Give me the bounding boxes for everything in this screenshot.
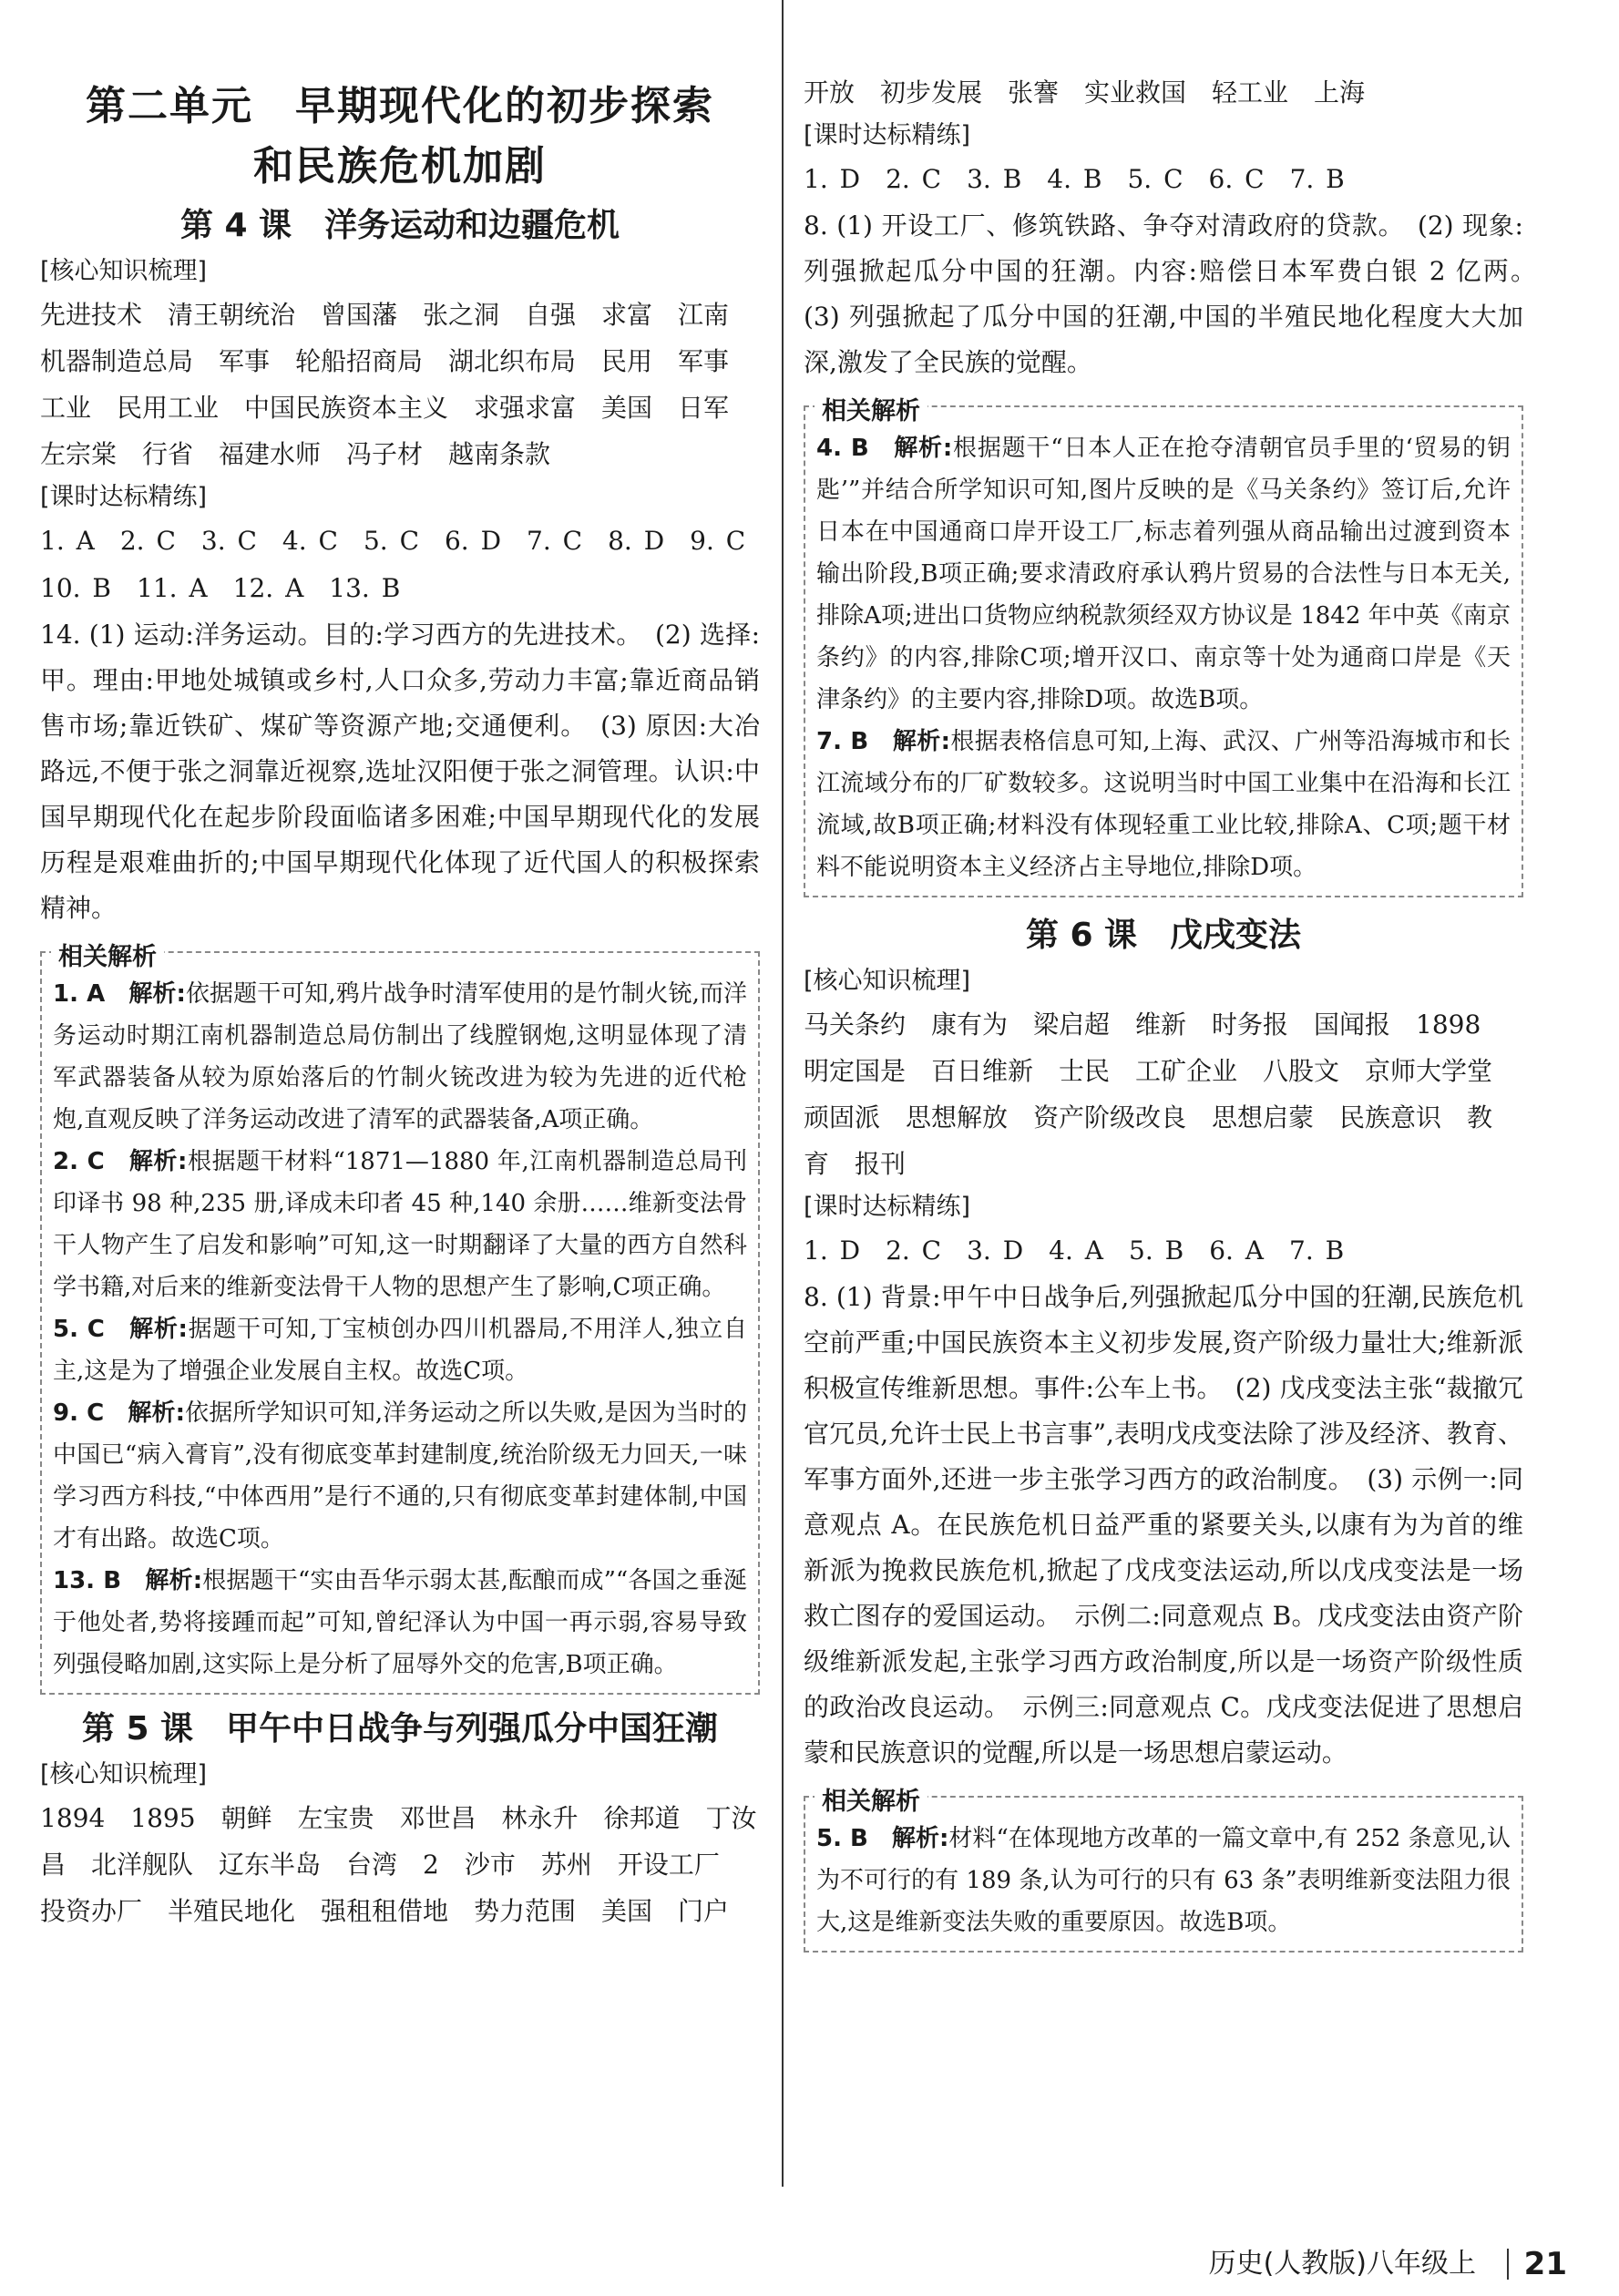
- footer-divider: [1507, 2249, 1509, 2280]
- page-number: 21: [1523, 2246, 1567, 2282]
- analysis-text: 依据题干可知,鸦片战争时清军使用的是竹制火铳,而洋务运动时期江南机器制造总局仿制出了线膛钢炮,这明显体现了清军武器装备从较为原始落后的竹制火铳改进为较为先进的近代枪炮,直观反映了洋务运动改进了清军的武器装备,A项正确。: [53, 980, 748, 1133]
- lesson4-practice-label: [课时达标精练]: [40, 483, 208, 511]
- lesson6-practice-label: [课时达标精练]: [804, 1193, 971, 1221]
- lesson4-core-line: 工业 民用工业 中国民族资本主义 求强求富 美国 日军: [40, 393, 730, 423]
- lesson6-answers-line: 1. D 2. C 3. D 4. A 5. B 6. A 7. B: [804, 1235, 1345, 1266]
- right-column: [804, 0, 1550, 1953]
- lesson6-analysis-label: 相关解析: [815, 1781, 927, 1817]
- analysis-head: 9. C 解析:: [53, 1399, 185, 1427]
- analysis-head: 7. B 解析:: [816, 728, 951, 755]
- analysis-text: 根据题干材料“1871—1880 年,江南机器制造总局刊印译书 98 种,235 册,译成未印者 45 种,140 余册……维新变法骨干人物产生了启发和影响”可知,这一时期翻译了大量的西方自然科学书籍,对后来的维新变法骨干人物的思想产生了影响,C项正确。: [53, 1148, 747, 1301]
- lesson4-core-line: 机器制造总局 军事 轮船招商局 湖北织布局 民用 军事: [40, 346, 730, 376]
- lesson4-answers-line: 1. A 2. C 3. C 4. C 5. C 6. D 7. C 8. D 9. C: [40, 526, 746, 556]
- lesson4-q14: 14. (1) 运动:洋务运动。目的:学习西方的先进技术。 (2) 选择:甲。理由:甲地处城镇或乡村,人口众多,劳动力丰富;靠近商品销售市场;靠近铁矿、煤矿等资源产地;交通便利。 (3) 原因:大冶路远,不便于张之洞靠近视察,选址汉阳便于张之洞管理。认识:中国早期现代化在起步阶段面临诸多困难;中国早期现代化的发展历程是艰难曲折的;中国早期现代化体现了近代国人的积极探索精神。: [40, 620, 760, 923]
- lesson4-core-label: [核心知识梳理]: [40, 257, 208, 285]
- analysis-text: 依据所学知识可知,洋务运动之所以失败,是因为当时的中国已“病入膏肓”,没有彻底变革封建制度,统治阶级无力回天,一味学习西方科技,“中体西用”是行不通的,只有彻底变革封建体制,中国才有出路。故选C项。: [53, 1399, 748, 1553]
- lesson5-title: 第 5 课 甲午中日战争与列强瓜分中国狂潮: [81, 1710, 719, 1748]
- column-divider: [782, 0, 784, 2187]
- analysis-item: [53, 1141, 747, 1308]
- lesson6-core-line: 明定国是 百日维新 士民 工矿企业 八股文 京师大学堂: [804, 1056, 1493, 1086]
- analysis-text: 材料“在体现地方改革的一篇文章中,有 252 条意见,认为不可行的有 189 条,认为可行的只有 63 条”表明维新变法阻力很大,这是维新变法失败的重要原因。故选B项。: [816, 1825, 1511, 1936]
- lesson4-core-line: 左宗棠 行省 福建水师 冯子材 越南条款: [40, 439, 551, 469]
- lesson5-answers-line: 1. D 2. C 3. B 4. B 5. C 6. C 7. B: [804, 164, 1345, 194]
- lesson5-analysis-label: 相关解析: [815, 391, 927, 426]
- analysis-text: 根据表格信息可知,上海、武汉、广州等沿海城市和长江流域分布的厂矿数较多。这说明当时中国工业集中在沿海和长江流域,故B项正确;材料没有体现轻重工业比较,排除A、C项;题干材料不能说明资本主义经济占主导地位,排除D项。: [816, 728, 1511, 881]
- lesson5-core-line: 开放 初步发展 张謇 实业救国 轻工业 上海: [804, 77, 1366, 108]
- lesson5-q8: 8. (1) 开设工厂、修筑铁路、争夺对清政府的贷款。 (2) 现象:列强掀起瓜分中国的狂潮。内容:赔偿日本军费白银 2 亿两。 (3) 列强掀起了瓜分中国的狂潮,中国的半殖民地化程度大大加深,激发了全民族的觉醒。: [804, 210, 1550, 377]
- lesson6-title: 第 6 课 戊戌变法: [1025, 917, 1302, 954]
- analysis-text: 根据题干“实由吾华示弱太甚,酝酿而成”“各国之垂涎于他处者,势将接踵而起”可知,曾纪泽认为中国一再示弱,容易导致列强侵略加剧,这实际上是分析了屈辱外交的危害,B项正确。: [53, 1567, 747, 1678]
- lesson5-practice-label: [课时达标精练]: [804, 121, 971, 149]
- lesson6-core-line: 顽固派 思想解放 资产阶级改良 思想启蒙 民族意识 教: [804, 1102, 1493, 1133]
- analysis-item: [53, 1392, 747, 1560]
- analysis-head: 1. A 解析:: [53, 980, 186, 1008]
- lesson6-core-line: 马关条约 康有为 梁启超 维新 时务报 国闻报 1898: [804, 1010, 1481, 1040]
- analysis-item: [816, 427, 1511, 721]
- lesson5-core-line: 1894 1895 朝鲜 左宝贵 邓世昌 林永升 徐邦道 丁汝: [40, 1803, 757, 1833]
- lesson5-analysis-box: [804, 397, 1523, 897]
- analysis-text: 据题干可知,丁宝桢创办四川机器局,不用洋人,独立自主,这是为了增强企业发展自主权。故选C项。: [53, 1316, 748, 1385]
- analysis-head: 5. B 解析:: [816, 1825, 949, 1852]
- analysis-item: [816, 721, 1511, 888]
- analysis-head: 13. B 解析:: [53, 1567, 203, 1594]
- lesson5-core-label: [核心知识梳理]: [40, 1760, 208, 1789]
- unit-title-line2: 和民族危机加剧: [253, 143, 547, 190]
- lesson5-core-line: 投资办厂 半殖民地化 强租租借地 势力范围 美国 门户: [40, 1896, 730, 1926]
- lesson4-analysis-box: [40, 943, 760, 1695]
- lesson4-title: 第 4 课 洋务运动和边疆危机: [179, 207, 620, 244]
- left-column: [40, 0, 760, 1934]
- analysis-item: [53, 1308, 747, 1392]
- lesson6-core-line: 育 报刊: [804, 1149, 907, 1179]
- lesson5-core-line: 昌 北洋舰队 辽东半岛 台湾 2 沙市 苏州 开设工厂: [40, 1850, 720, 1880]
- analysis-item: [53, 1560, 747, 1686]
- analysis-head: 4. B 解析:: [816, 435, 953, 462]
- analysis-item: [53, 973, 747, 1141]
- lesson6-core-label: [核心知识梳理]: [804, 967, 971, 995]
- analysis-text: 根据题干“日本人正在抢夺清朝官员手里的‘贸易的钥匙’”并结合所学知识可知,图片反映的是《马关条约》签订后,允许日本在中国通商口岸开设工厂,标志着列强从商品输出过渡到资本输出阶段,B项正确;要求清政府承认鸦片贸易的合法性与日本无关,排除A项;进出口货物应纳税款须经双方协议是 1842 年中英《南京条约》的内容,排除C项;增开汉口、南京等十处为通商口岸是《天津条约》的主要内容,排除D项。故选B项。: [816, 435, 1511, 713]
- page-footer: [1166, 2241, 1567, 2287]
- lesson4-core-line: 先进技术 清王朝统治 曾国藩 张之洞 自强 求富 江南: [40, 300, 730, 330]
- lesson4-answers-line: 10. B 11. A 12. A 13. B: [40, 573, 401, 603]
- analysis-head: 2. C 解析:: [53, 1148, 188, 1175]
- footer-subject: 历史(人教版)八年级上: [1208, 2248, 1476, 2280]
- unit-title-line1: 第二单元 早期现代化的初步探索: [86, 83, 714, 129]
- lesson6-analysis-box: [804, 1788, 1523, 1953]
- analysis-head: 5. C 解析:: [53, 1316, 188, 1343]
- lesson4-analysis-label: 相关解析: [51, 937, 164, 972]
- lesson6-q8: 8. (1) 背景:甲午中日战争后,列强掀起瓜分中国的狂潮,民族危机空前严重;中国民族资本主义初步发展,资产阶级力量壮大;维新派积极宣传维新思想。事件:公车上书。 (2) 戊戌变法主张“裁撤冗官冗员,允许士民上书言事”,表明戊戌变法除了涉及经济、教育、军事方面外,还进一步主张学习西方的政治制度。 (3) 示例一:同意观点 A。在民族危机日益严重的紧要关头,以康有为为首的维新派为挽救民族危机,掀起了戊戌变法运动,所以戊戌变法是一场救亡图存的爱国运动。 示例二:同意观点 B。戊戌变法由资产阶级维新派发起,主张学习西方政治制度,所以是一场资产阶级性质的政治改良运动。 示例三:同意观点 C。戊戌变法促进了思想启蒙和民族意识的觉醒,所以是一场思想启蒙运动。: [804, 1282, 1523, 1768]
- analysis-item: [816, 1818, 1511, 1943]
